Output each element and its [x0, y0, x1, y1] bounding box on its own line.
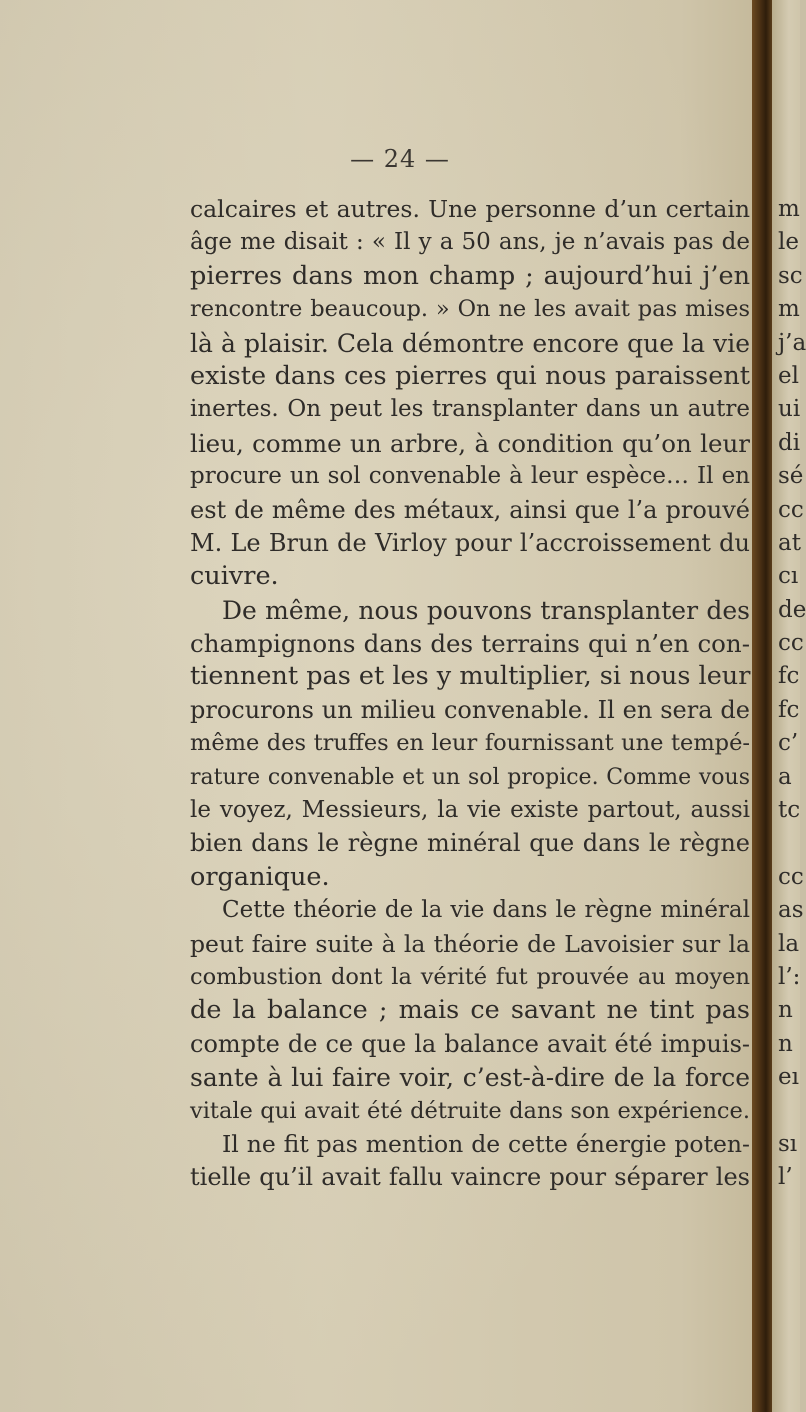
facing-page-fragment: tc [778, 797, 801, 824]
text-line: compte de ce que la balance avait été impuis- [190, 1029, 750, 1058]
book-gutter [752, 0, 772, 1412]
text-line: tiennent pas et les y multiplier, si nous leur [190, 661, 751, 692]
facing-page-fragment: l’: [778, 963, 801, 990]
text-line: Cette théorie de la vie dans le règne minéral [222, 897, 750, 924]
facing-page-fragment: m [778, 296, 800, 323]
page-number: — 24 — [350, 145, 450, 173]
text-line: organique. [190, 861, 330, 892]
text-line: calcaires et autres. Une personne d’un certain [190, 195, 750, 223]
facing-page-fragment: cc [778, 863, 804, 890]
text-line: inertes. On peut les transplanter dans un autre [190, 396, 750, 423]
text-line: De même, nous pouvons transplanter des [222, 595, 750, 625]
text-line: là à plaisir. Cela démontre encore que la vie [190, 328, 750, 358]
text-line: le voyez, Messieurs, la vie existe partout, aussi [190, 797, 750, 824]
text-line: rature convenable et un sol propice. Comme vous [190, 764, 750, 790]
text-line: cuivre. [190, 561, 279, 592]
facing-page-fragment [778, 1095, 806, 1128]
facing-page-fragment: la [778, 930, 800, 957]
text-line: sante à lui faire voir, c’est-à-dire de la force [190, 1063, 750, 1093]
facing-page-fragment: fc [778, 663, 800, 690]
facing-page-fragment: sc [778, 262, 803, 289]
text-line: rencontre beaucoup. » On ne les avait pas mises [190, 296, 750, 323]
text-line: est de même des métaux, ainsi que l’a prouvé [190, 495, 750, 524]
facing-page-fragment: de [778, 596, 806, 623]
text-line: Il ne fit pas mention de cette énergie poten- [222, 1129, 750, 1158]
facing-page-edge [772, 0, 806, 1412]
text-line: peut faire suite à la théorie de Lavoisier sur la [190, 929, 750, 958]
facing-page-fragment: el [778, 362, 799, 389]
text-line: champignons dans des terrains qui n’en con- [190, 629, 750, 659]
facing-page-fragment: n [778, 1030, 793, 1057]
facing-page-fragment: sé [778, 463, 804, 490]
facing-page-fragment: c’ [778, 730, 799, 757]
facing-page-fragment: m [778, 196, 800, 222]
facing-page-fragment: eı [778, 1064, 799, 1091]
text-line: procurons un milieu convenable. Il en sera de [190, 695, 750, 724]
facing-page-fragment: fc [778, 696, 800, 723]
facing-page-fragment: le [778, 229, 799, 256]
facing-page-text-fragments [778, 193, 806, 1195]
facing-page-fragment: cc [778, 496, 804, 523]
text-line: bien dans le règne minéral que dans le règne [190, 829, 750, 858]
text-line: procure un sol convenable à leur espèce… Il en [190, 463, 750, 490]
text-line: combustion dont la vérité fut prouvée au moyen [190, 963, 750, 990]
facing-page-fragment: cı [778, 563, 799, 590]
text-line: même des truffes en leur fournissant une tempé- [190, 730, 750, 757]
facing-page-fragment: l’ [778, 1164, 793, 1191]
text-line: pierres dans mon champ ; aujourd’hui j’en [190, 260, 750, 291]
facing-page-fragment: a [778, 763, 792, 790]
facing-page-fragment: as [778, 897, 804, 924]
text-line: de la balance ; mais ce savant ne tint pas [190, 995, 750, 1026]
facing-page-fragment: j’a [778, 329, 806, 356]
text-line: âge me disait : « Il y a 50 ans, je n’avais pas de [190, 229, 750, 256]
text-line: existe dans ces pierres qui nous paraissent [190, 360, 750, 391]
facing-page-fragment [778, 827, 806, 860]
text-line: tielle qu’il avait fallu vaincre pour séparer les [190, 1163, 750, 1192]
facing-page-fragment: di [778, 429, 801, 456]
body-text [190, 193, 750, 1195]
text-line: M. Le Brun de Virloy pour l’accroissement du [190, 528, 750, 557]
facing-page-fragment: sı [778, 1130, 798, 1157]
facing-page-fragment: n [778, 997, 793, 1024]
text-line: lieu, comme un arbre, à condition qu’on leur [190, 428, 750, 458]
facing-page-fragment: cc [778, 630, 804, 657]
facing-page-fragment: ui [778, 396, 801, 423]
facing-page-fragment: at [778, 529, 801, 556]
text-line: vitale qui avait été détruite dans son expérience. [190, 1097, 750, 1124]
